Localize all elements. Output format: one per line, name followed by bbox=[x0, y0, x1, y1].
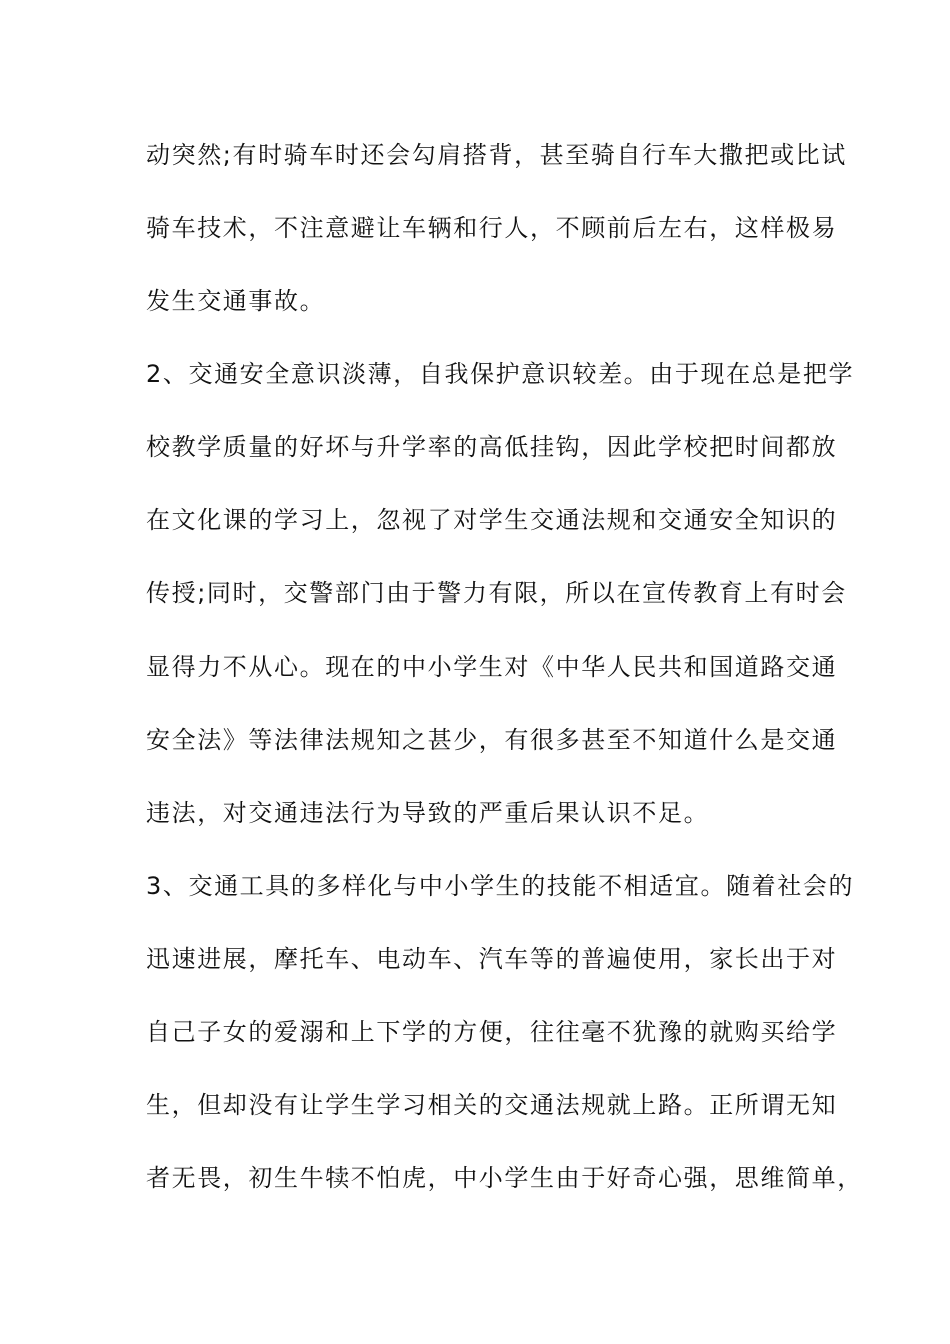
text-line: 动突然;有时骑车时还会勾肩搭背，甚至骑自行车大撒把或比试 bbox=[146, 141, 847, 169]
text-line: 显得力不从心。现在的中小学生对《中华人民共和国道路交通 bbox=[146, 653, 838, 681]
text-line: 安全法》等法律法规知之甚少，有很多甚至不知道什么是交通 bbox=[146, 726, 838, 754]
text-line: 生，但却没有让学生学习相关的交通法规就上路。正所谓无知 bbox=[146, 1091, 838, 1119]
text-line: 传授;同时，交警部门由于警力有限，所以在宣传教育上有时会 bbox=[146, 579, 847, 607]
text-line: 者无畏，初生牛犊不怕虎，中小学生由于好奇心强，思维简单， bbox=[146, 1164, 863, 1192]
text-line: 迅速进展，摩托车、电动车、汽车等的普遍使用，家长出于对 bbox=[146, 945, 838, 973]
text-line: 3、交通工具的多样化与中小学生的技能不相适宜。随着社会的 bbox=[146, 872, 855, 900]
text-line: 自己子女的爱溺和上下学的方便，往往毫不犹豫的就购买给学 bbox=[146, 1018, 838, 1046]
text-line: 校教学质量的好坏与升学率的高低挂钩，因此学校把时间都放 bbox=[146, 433, 838, 461]
text-line: 发生交通事故。 bbox=[146, 287, 326, 315]
text-line: 在文化课的学习上，忽视了对学生交通法规和交通安全知识的 bbox=[146, 506, 838, 534]
text-line: 违法，对交通违法行为导致的严重后果认识不足。 bbox=[146, 799, 710, 827]
text-line: 骑车技术，不注意避让车辆和行人，不顾前后左右，这样极易 bbox=[146, 214, 838, 242]
text-line: 2、交通安全意识淡薄，自我保护意识较差。由于现在总是把学 bbox=[146, 360, 855, 388]
